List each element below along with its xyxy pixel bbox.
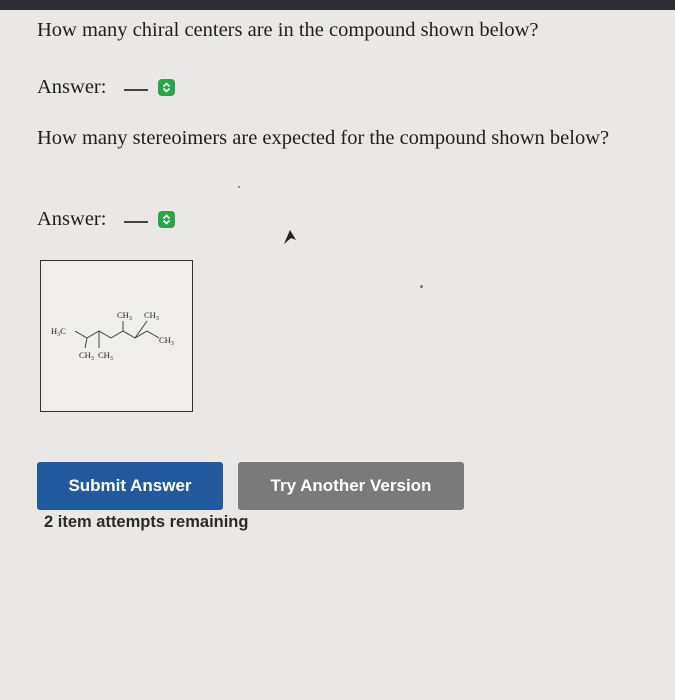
up-down-stepper-icon[interactable]: [158, 79, 175, 96]
answer-select-2[interactable]: [116, 204, 175, 234]
up-down-stepper-icon[interactable]: [158, 211, 175, 228]
mouse-pointer-icon: [282, 228, 298, 251]
answer-value-1: [116, 72, 152, 102]
answer-value-2: [116, 204, 152, 234]
attempts-remaining-text: 2 item attempts remaining: [44, 513, 249, 531]
compound-structure-image: [40, 260, 193, 412]
skeletal-bonds: [75, 321, 159, 348]
answer-row-1: [37, 72, 175, 102]
left-methyl-label: $H_3C$: [51, 326, 66, 338]
screen-speck: [420, 285, 423, 288]
answer-row-2: [37, 204, 175, 234]
screen-speck: [238, 186, 240, 188]
answer-label-2: Answer:: [37, 207, 107, 230]
question-2-text: How many stereoimers are expected for the compound shown below?: [37, 127, 610, 149]
top-methyl-label-2: $CH_3$: [144, 310, 159, 322]
answer-label-1: Answer:: [37, 75, 107, 98]
top-methyl-label-1: $CH_3$: [117, 310, 132, 322]
bottom-methyl-label-2: $CH_3$: [98, 350, 113, 362]
try-another-version-button[interactable]: Try Another Version: [238, 462, 464, 510]
top-bar: [0, 0, 675, 10]
submit-answer-button[interactable]: Submit Answer: [37, 462, 223, 510]
bottom-methyl-label-1: $CH_3$: [79, 350, 94, 362]
right-methyl-label: $CH_3$: [159, 335, 174, 347]
question-1-text: How many chiral centers are in the compound shown below?: [37, 19, 539, 41]
answer-select-1[interactable]: [116, 72, 175, 102]
